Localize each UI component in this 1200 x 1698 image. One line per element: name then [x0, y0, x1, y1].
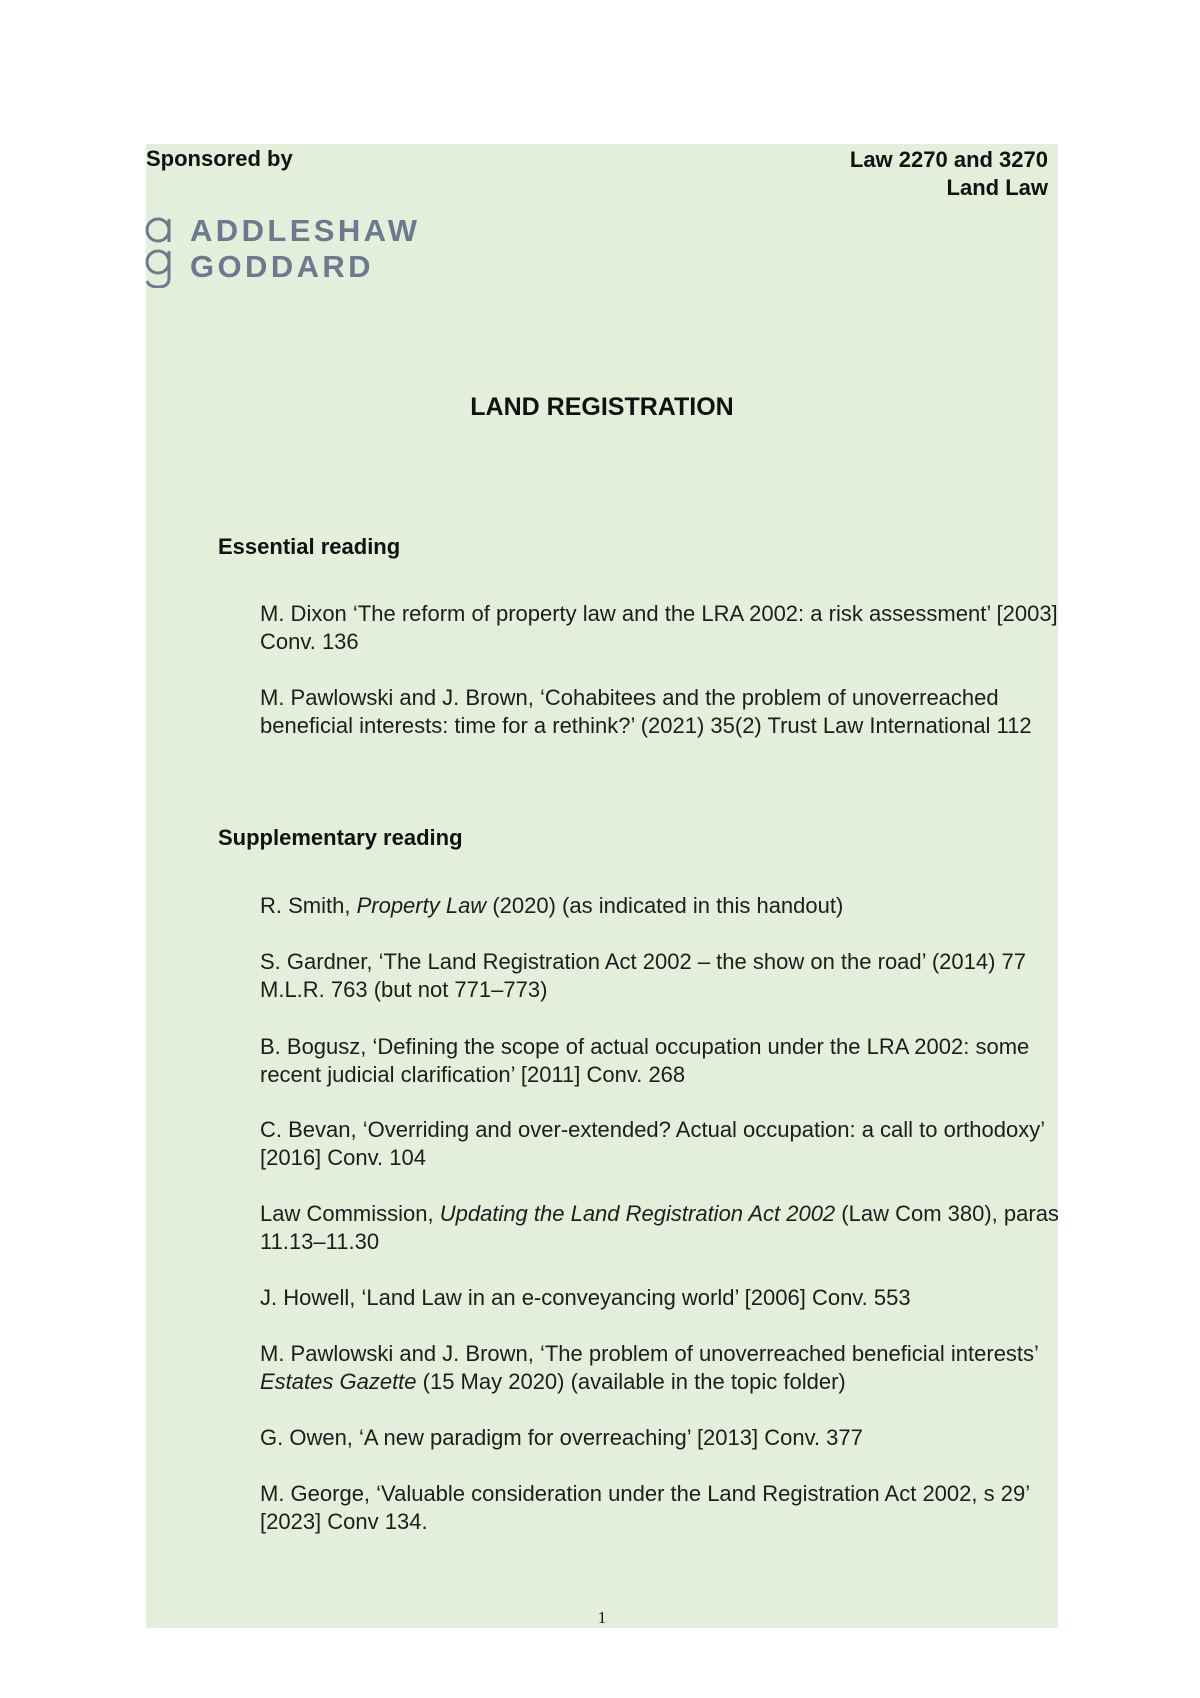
course-info: [850, 146, 1048, 202]
reading-item: Law Commission, Updating the Land Registration Act 2002 (Law Com 380), paras 11.13–11.30: [260, 1201, 1059, 1254]
content-panel: [146, 144, 1058, 1628]
course-name: Land Law: [946, 175, 1048, 200]
reading-item: R. Smith, Property Law (2020) (as indicated in this handout): [260, 893, 844, 918]
reading-item: J. Howell, ‘Land Law in an e-conveyancing world’ [2006] Conv. 553: [260, 1285, 911, 1310]
reading-item: M. Pawlowski and J. Brown, ‘The problem of unoverreached beneficial interests’ Estates Gazette (15 May 2020) (available in the topic folder): [260, 1341, 1039, 1394]
course-code: Law 2270 and 3270: [849, 147, 1048, 172]
logo-line-2: GODDARD: [190, 249, 374, 284]
reading-item: G. Owen, ‘A new paradigm for overreaching’ [2013] Conv. 377: [260, 1425, 863, 1450]
reading-item: S. Gardner, ‘The Land Registration Act 2002 – the show on the road’ (2014) 77 M.L.R. 763 (but not 771–773): [260, 949, 1027, 1002]
reading-item: M. George, ‘Valuable consideration under the Land Registration Act 2002, s 29’ [2023] Conv 134.: [260, 1481, 1030, 1534]
supplementary-reading-heading: Supplementary reading: [218, 825, 463, 850]
sponsored-label: Sponsored by: [146, 146, 293, 171]
essential-reading-heading: Essential reading: [218, 534, 401, 559]
ag-monogram-icon: [147, 219, 169, 287]
reading-item: M. Pawlowski and J. Brown, ‘Cohabitees and the problem of unoverreached beneficial interests: time for a rethink?’ (2021) 35(2) Trust Law International 112: [260, 685, 1032, 738]
reading-item: C. Bevan, ‘Overriding and over-extended? Actual occupation: a call to orthodoxy’ [2016] Conv. 104: [260, 1117, 1045, 1170]
logo-line-1: ADDLESHAW: [190, 213, 421, 248]
document-title: LAND REGISTRATION: [470, 393, 734, 421]
page-number: 1: [597, 1608, 607, 1627]
reading-item: M. Dixon ‘The reform of property law and the LRA 2002: a risk assessment’ [2003] Conv. 136: [260, 601, 1058, 654]
sponsor-logo: [144, 208, 444, 288]
reading-item: B. Bogusz, ‘Defining the scope of actual occupation under the LRA 2002: some recent judicial clarification’ [2011] Conv. 268: [260, 1034, 1030, 1087]
